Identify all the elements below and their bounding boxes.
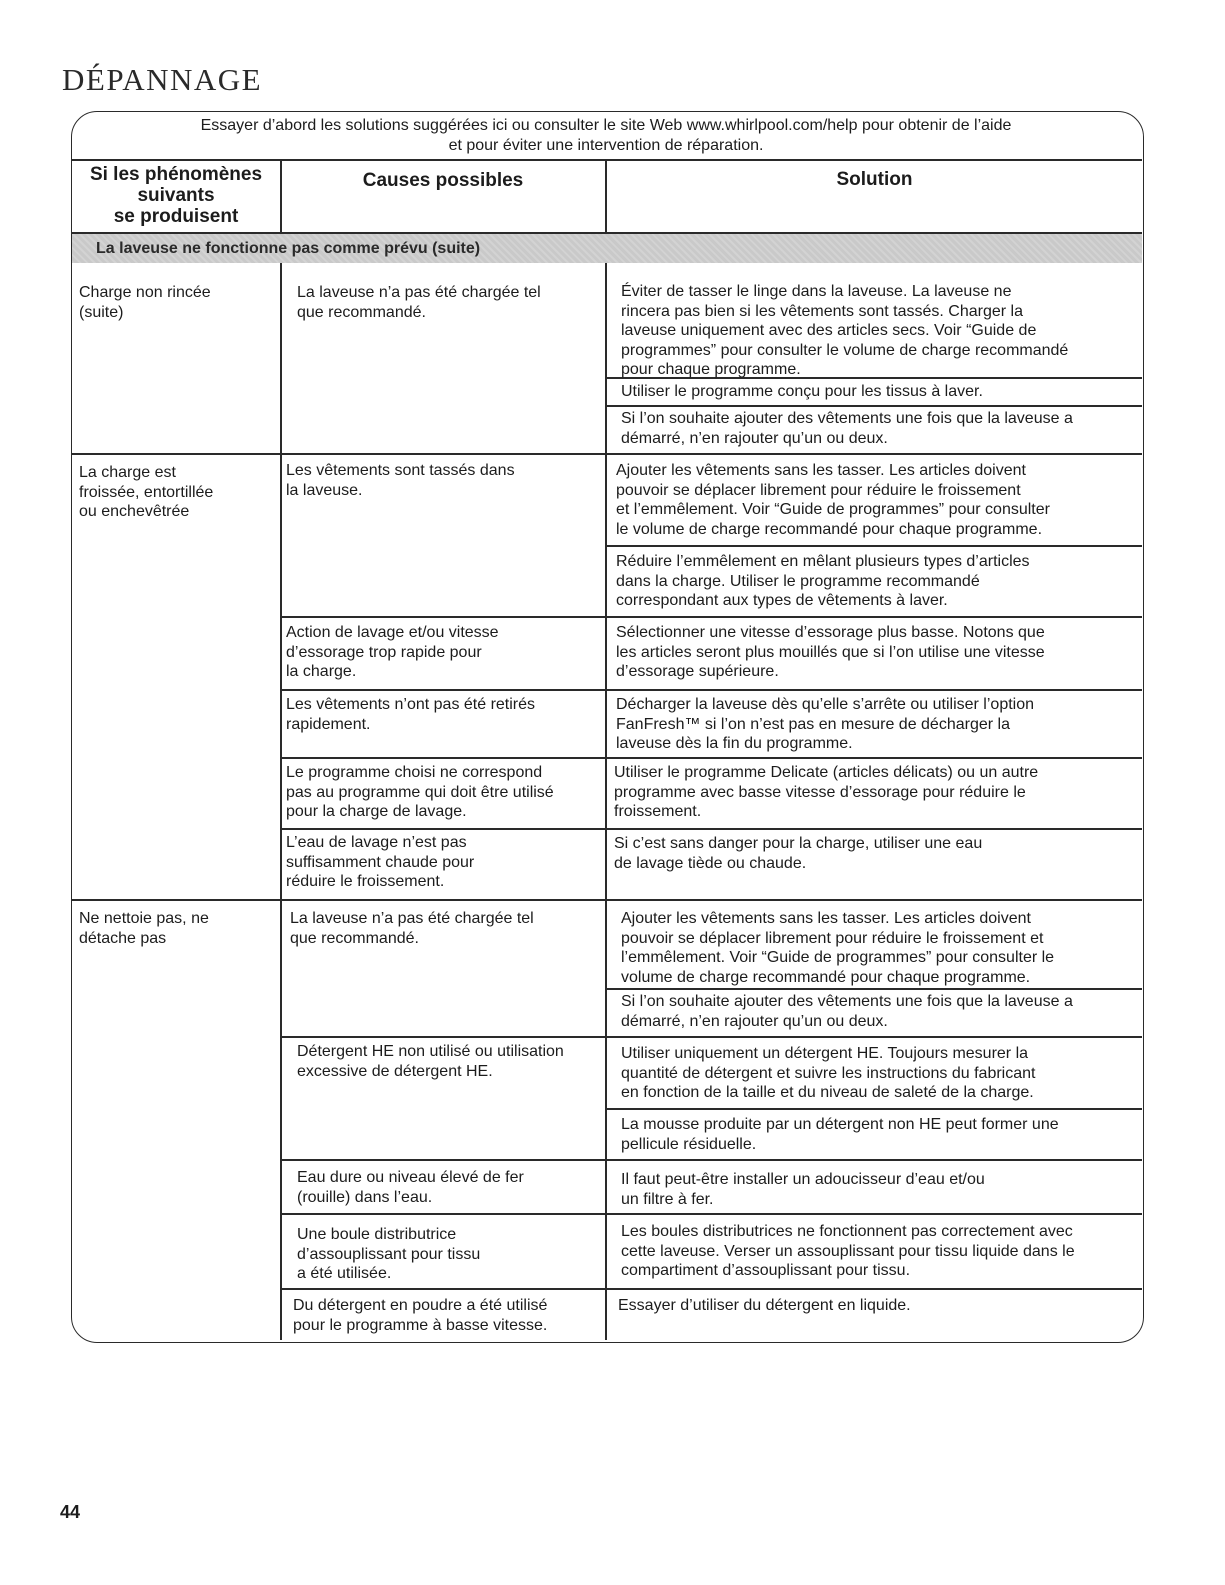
solution-cell bbox=[621, 409, 1136, 448]
row-separator bbox=[281, 828, 1142, 830]
solution-line: Si c’est sans danger pour la charge, utiliser une eau bbox=[614, 835, 983, 852]
solution-cell bbox=[621, 1044, 1136, 1103]
solution-line: et l’emmêlement. Voir “Guide de programmes” pour consulter bbox=[616, 501, 1050, 518]
row-separator bbox=[281, 616, 1142, 618]
solution-line: programmes” pour consulter le volume de charge recommandé bbox=[621, 341, 1069, 359]
solution-line: FanFresh™ si l’on n’est pas en mesure de décharger la bbox=[616, 715, 1010, 733]
solution-line: Décharger la laveuse dès qu’elle s’arrête ou utiliser l’option bbox=[616, 696, 1035, 713]
solution-line: rincera pas bien si les vêtements sont tassés. Charger la bbox=[621, 302, 1023, 320]
solution-line: Éviter de tasser le linge dans la laveuse. La laveuse ne bbox=[621, 283, 1012, 300]
solution-line: dans la charge. Utiliser le programme recommandé bbox=[616, 572, 980, 590]
cause-line: La laveuse n’a pas été chargée tel bbox=[297, 284, 541, 301]
solution-line: quantité de détergent et suivre les instructions du fabricant bbox=[621, 1064, 1036, 1082]
row-separator bbox=[281, 689, 1142, 691]
cause-cell bbox=[286, 695, 601, 734]
cause-line: pour la charge de lavage. bbox=[286, 803, 467, 820]
symptom-line: froissée, entortillée bbox=[79, 483, 214, 501]
solution-cell bbox=[621, 1222, 1136, 1281]
cause-cell bbox=[297, 283, 602, 322]
header-solution: Solution bbox=[836, 169, 913, 190]
solution-line: volume de charge recommandé pour chaque programme. bbox=[621, 968, 1031, 986]
solution-line: l’emmêlement. Voir “Guide de programmes” pour consulter le bbox=[621, 949, 1055, 966]
cause-line: pour le programme à basse vitesse. bbox=[293, 1316, 548, 1334]
cause-line: La laveuse n’a pas été chargée tel bbox=[290, 910, 534, 927]
row-separator bbox=[281, 1288, 1142, 1290]
solution-line: Essayer d’utiliser du détergent en liquide. bbox=[618, 1297, 911, 1314]
cause-line: a été utilisée. bbox=[297, 1265, 392, 1282]
solution-line: Les boules distributrices ne fonctionnent pas correctement avec bbox=[621, 1223, 1073, 1240]
solution-line: laveuse dès la fin du programme. bbox=[616, 735, 853, 752]
cause-line: Le programme choisi ne correspond bbox=[286, 764, 543, 781]
cause-line: Du détergent en poudre a été utilisé bbox=[293, 1297, 548, 1314]
solution-line: froissement. bbox=[614, 803, 702, 820]
cause-line: que recommandé. bbox=[297, 303, 426, 321]
solution-cell bbox=[614, 763, 1136, 822]
intro-line: et pour éviter une intervention de réparation. bbox=[448, 137, 764, 154]
cause-line: pas au programme qui doit être utilisé bbox=[286, 783, 554, 801]
solution-line: Ajouter les vêtements sans les tasser. Les articles doivent bbox=[616, 462, 1026, 479]
solution-cell bbox=[614, 834, 1136, 873]
solution-line: en fonction de la taille et du niveau de saleté de la charge. bbox=[621, 1084, 1034, 1101]
solution-cell bbox=[618, 1296, 1136, 1316]
solution-cell bbox=[621, 1170, 1136, 1209]
symptom-line: Ne nettoie pas, ne bbox=[79, 910, 209, 927]
symptom-line: détache pas bbox=[79, 929, 167, 947]
symptom-line: ou enchevêtrée bbox=[79, 503, 190, 520]
cause-cell bbox=[297, 1225, 602, 1284]
cause-cell bbox=[286, 623, 601, 682]
cause-line: Une boule distributrice bbox=[297, 1226, 457, 1243]
cause-line: suffisamment chaude pour bbox=[286, 853, 475, 871]
solution-cell bbox=[616, 623, 1136, 682]
solution-line: Sélectionner une vitesse d’essorage plus basse. Notons que bbox=[616, 624, 1045, 641]
symptom-line: Charge non rincée bbox=[79, 284, 211, 301]
cause-cell bbox=[297, 1042, 602, 1081]
cause-line: Détergent HE non utilisé ou utilisation bbox=[297, 1043, 564, 1060]
solution-line: pellicule résiduelle. bbox=[621, 1135, 757, 1153]
row-separator bbox=[606, 545, 1142, 547]
cause-cell bbox=[297, 1168, 602, 1207]
column-divider bbox=[605, 160, 607, 1340]
solution-line: cette laveuse. Verser un assouplissant pour tissu liquide dans le bbox=[621, 1242, 1075, 1260]
row-separator bbox=[72, 453, 1142, 455]
solution-cell bbox=[621, 992, 1136, 1031]
cause-cell bbox=[290, 909, 602, 948]
intro-text bbox=[120, 116, 1092, 156]
cause-cell bbox=[293, 1296, 602, 1335]
solution-line: un filtre à fer. bbox=[621, 1190, 714, 1208]
header-top-rule bbox=[72, 159, 1142, 161]
page-title: DÉPANNAGE bbox=[62, 62, 263, 97]
symptom-line: (suite) bbox=[79, 303, 124, 321]
cause-line: d’assouplissant pour tissu bbox=[297, 1245, 481, 1263]
solution-line: Utiliser le programme conçu pour les tissus à laver. bbox=[621, 383, 983, 400]
row-separator bbox=[606, 1108, 1142, 1110]
symptom-line: La charge est bbox=[79, 464, 176, 481]
cause-line: (rouille) dans l’eau. bbox=[297, 1188, 433, 1206]
cause-line: excessive de détergent HE. bbox=[297, 1062, 493, 1080]
solution-line: démarré, n’en rajouter qu’un ou deux. bbox=[621, 429, 888, 447]
row-separator bbox=[281, 1213, 1142, 1215]
solution-line: compartiment d’assouplissant pour tissu. bbox=[621, 1262, 911, 1279]
symptom-cell bbox=[79, 463, 275, 522]
row-separator bbox=[606, 988, 1142, 990]
cause-line: Eau dure ou niveau élevé de fer bbox=[297, 1169, 524, 1186]
solution-line: Si l’on souhaite ajouter des vêtements une fois que la laveuse a bbox=[621, 993, 1073, 1010]
solution-line: La mousse produite par un détergent non HE peut former une bbox=[621, 1116, 1059, 1133]
symptom-cell bbox=[79, 909, 275, 948]
solution-line: correspondant aux types de vêtements à laver. bbox=[616, 592, 948, 609]
solution-line: pour chaque programme. bbox=[621, 361, 801, 378]
solution-line: laveuse uniquement avec des articles secs. Voir “Guide de bbox=[621, 322, 1037, 339]
header-symptom bbox=[78, 164, 274, 227]
cause-cell bbox=[286, 833, 601, 892]
solution-line: Il faut peut-être installer un adoucisseur d’eau et/ou bbox=[621, 1171, 985, 1188]
cause-line: L’eau de lavage n’est pas bbox=[286, 834, 467, 851]
solution-cell bbox=[616, 461, 1136, 539]
cause-cell bbox=[286, 461, 601, 500]
solution-line: de lavage tiède ou chaude. bbox=[614, 854, 807, 872]
header-causes: Causes possibles bbox=[362, 170, 524, 191]
cause-line: réduire le froissement. bbox=[286, 873, 445, 890]
page-number: 44 bbox=[60, 1502, 81, 1522]
section-title: La laveuse ne fonctionne pas comme prévu (suite) bbox=[96, 240, 481, 257]
cause-line: Les vêtements n’ont pas été retirés bbox=[286, 696, 536, 713]
solution-line: d’essorage supérieure. bbox=[616, 663, 779, 680]
cause-line: d’essorage trop rapide pour bbox=[286, 643, 482, 661]
solution-line: programme avec basse vitesse d’essorage pour réduire le bbox=[614, 783, 1026, 801]
column-divider bbox=[280, 160, 282, 1340]
cause-line: Action de lavage et/ou vitesse bbox=[286, 624, 499, 641]
cause-line: rapidement. bbox=[286, 715, 371, 733]
solution-cell bbox=[621, 282, 1136, 380]
cause-line: la laveuse. bbox=[286, 481, 363, 499]
cause-line: la charge. bbox=[286, 663, 357, 680]
row-separator bbox=[281, 757, 1142, 759]
cause-line: que recommandé. bbox=[290, 929, 419, 947]
header-symptom-line: se produisent bbox=[113, 206, 239, 227]
solution-cell bbox=[616, 695, 1136, 754]
solution-line: le volume de charge recommandé pour chaque programme. bbox=[616, 520, 1043, 538]
solution-line: Si l’on souhaite ajouter des vêtements une fois que la laveuse a bbox=[621, 410, 1073, 427]
symptom-cell bbox=[79, 283, 275, 322]
row-separator bbox=[72, 899, 1142, 901]
solution-line: Ajouter les vêtements sans les tasser. Les articles doivent bbox=[621, 910, 1031, 927]
row-separator bbox=[606, 405, 1142, 407]
solution-line: Réduire l’emmêlement en mêlant plusieurs types d’articles bbox=[616, 553, 1030, 570]
solution-line: démarré, n’en rajouter qu’un ou deux. bbox=[621, 1012, 888, 1030]
intro-line: Essayer d’abord les solutions suggérées ici ou consulter le site Web www.whirlpool.com/help pour obtenir de l’aide bbox=[200, 117, 1012, 134]
header-symptom-line: Si les phénomènes bbox=[89, 164, 263, 185]
row-separator bbox=[281, 1159, 1142, 1161]
header-symptom-line: suivants bbox=[137, 185, 215, 206]
solution-cell bbox=[621, 1115, 1136, 1154]
solution-cell bbox=[616, 552, 1136, 611]
row-separator bbox=[281, 1036, 1142, 1038]
solution-line: pouvoir se déplacer librement pour réduire le froissement bbox=[616, 481, 1021, 499]
solution-line: pouvoir se déplacer librement pour réduire le froissement et bbox=[621, 929, 1044, 947]
solution-cell bbox=[621, 909, 1136, 987]
cause-cell bbox=[286, 763, 601, 822]
solution-line: Utiliser le programme Delicate (articles délicats) ou un autre bbox=[614, 764, 1039, 781]
solution-cell bbox=[621, 382, 1136, 402]
cause-line: Les vêtements sont tassés dans bbox=[286, 462, 515, 479]
solution-line: Utiliser uniquement un détergent HE. Toujours mesurer la bbox=[621, 1045, 1029, 1062]
solution-line: les articles seront plus mouillés que si l’on utilise une vitesse bbox=[616, 643, 1045, 661]
